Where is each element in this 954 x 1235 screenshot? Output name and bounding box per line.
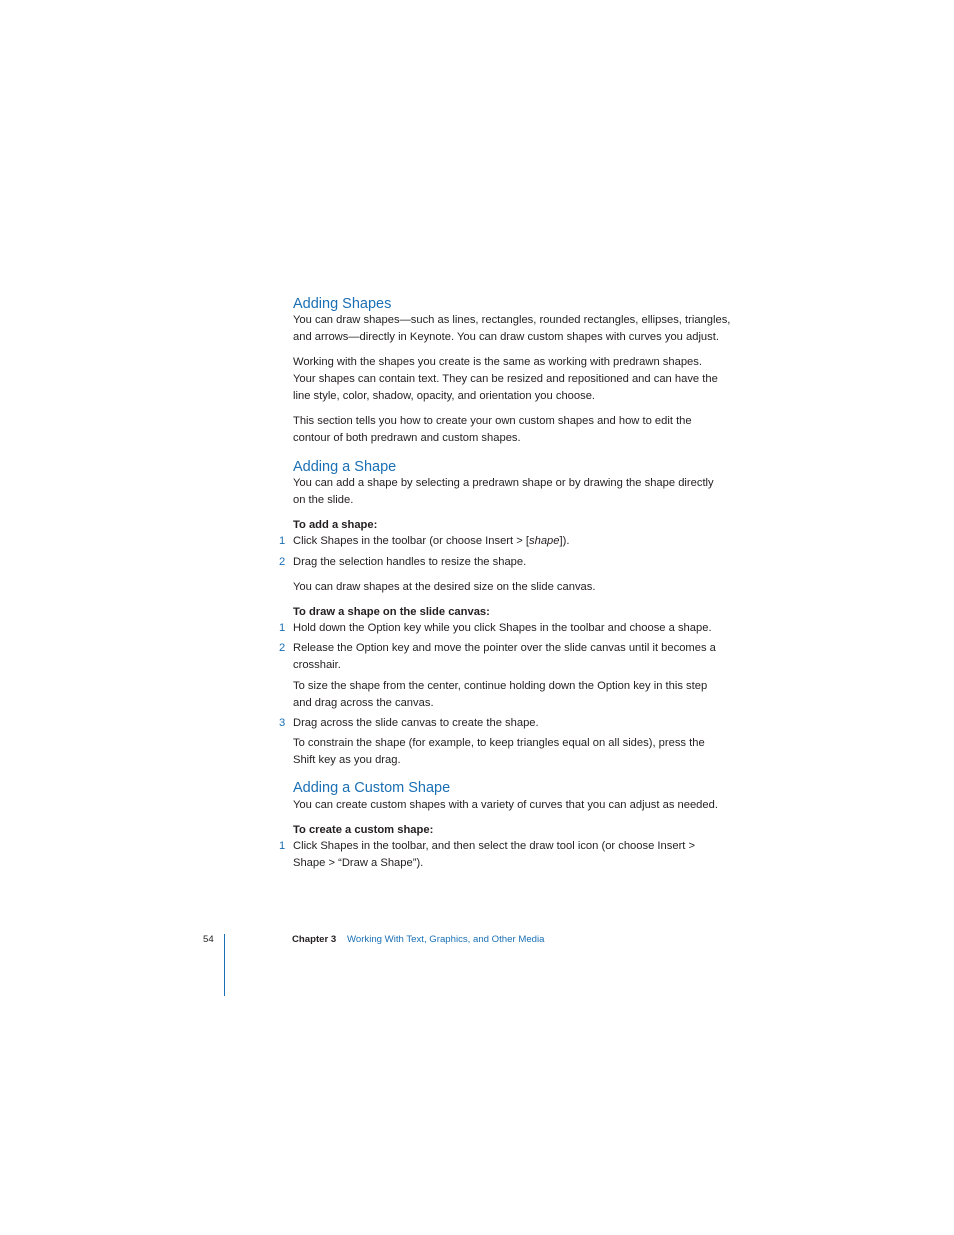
paragraph-working (293, 354, 733, 406)
step-text (293, 838, 733, 872)
step-note: You can draw shapes at the desired size on the slide canvas. (293, 581, 596, 593)
step-number: 3 (279, 717, 286, 729)
step-line: Click Shapes in the toolbar, and then select the draw tool icon (or choose Insert > (293, 840, 696, 852)
step-number: 2 (279, 556, 286, 568)
paragraph-line: contour of both predrawn and custom shapes. (293, 432, 521, 445)
paragraph-section-summary (293, 413, 733, 447)
step-number: 1 (279, 622, 286, 634)
footer-chapter-title: Working With Text, Graphics, and Other Media (347, 934, 545, 945)
paragraph-line: line style, color, shadow, opacity, and orientation you choose. (293, 390, 596, 403)
step-text: Hold down the Option key while you click Shapes in the toolbar and choose a shape. (293, 622, 712, 634)
paragraph-line: and arrows—directly in Keynote. You can draw custom shapes with curves you adjust. (293, 331, 719, 344)
section-heading-adding-a-shape: Adding a Shape (293, 459, 397, 475)
footer-divider (224, 934, 225, 996)
paragraph-line: You can add a shape by selecting a predrawn shape or by drawing the shape directly (293, 477, 714, 489)
paragraph-line: You can draw shapes—such as lines, rectangles, rounded rectangles, ellipses, triangles, (293, 314, 731, 326)
paragraph-custom-shape-intro: You can create custom shapes with a variety of curves that you can adjust as needed. (293, 799, 718, 811)
paragraph-line: on the slide. (293, 494, 354, 507)
step-line: crosshair. (293, 659, 341, 672)
step-line: To size the shape from the center, continue holding down the Option key in this step (293, 680, 708, 692)
step-line: To constrain the shape (for example, to keep triangles equal on all sides), press the (293, 737, 705, 749)
step-text (293, 640, 733, 674)
step-text: Click Shapes in the toolbar (or choose Insert > [shape]). (293, 535, 570, 547)
section-heading-adding-shapes: Adding Shapes (293, 296, 392, 312)
step-text: Drag the selection handles to resize the shape. (293, 556, 527, 568)
page-number: 54 (203, 934, 214, 945)
step-line: Release the Option key and move the pointer over the slide canvas until it becomes a (293, 642, 716, 654)
paragraph-line: Working with the shapes you create is the same as working with predrawn shapes. (293, 356, 702, 368)
step-number: 2 (279, 642, 286, 654)
paragraph-add-shape-intro (293, 475, 733, 509)
task-label-add-shape: To add a shape: (293, 519, 378, 531)
paragraph-line: Your shapes can contain text. They can be resized and repositioned and can have the (293, 373, 718, 386)
section-heading-adding-custom-shape: Adding a Custom Shape (293, 780, 451, 796)
step-line: Shape > “Draw a Shape”). (293, 857, 424, 870)
paragraph-intro (293, 312, 733, 346)
step-number: 1 (279, 535, 286, 547)
step-number: 1 (279, 840, 286, 852)
step-line: Shift key as you drag. (293, 754, 401, 767)
step-note (293, 735, 733, 769)
step-line: and drag across the canvas. (293, 697, 434, 710)
step-note (293, 678, 733, 712)
paragraph-line: This section tells you how to create your own custom shapes and how to edit the (293, 415, 692, 427)
task-label-custom-shape: To create a custom shape: (293, 824, 434, 836)
step-text: Drag across the slide canvas to create the shape. (293, 717, 539, 729)
footer-chapter: Chapter 3 (292, 934, 337, 945)
task-label-draw-shape: To draw a shape on the slide canvas: (293, 606, 490, 618)
